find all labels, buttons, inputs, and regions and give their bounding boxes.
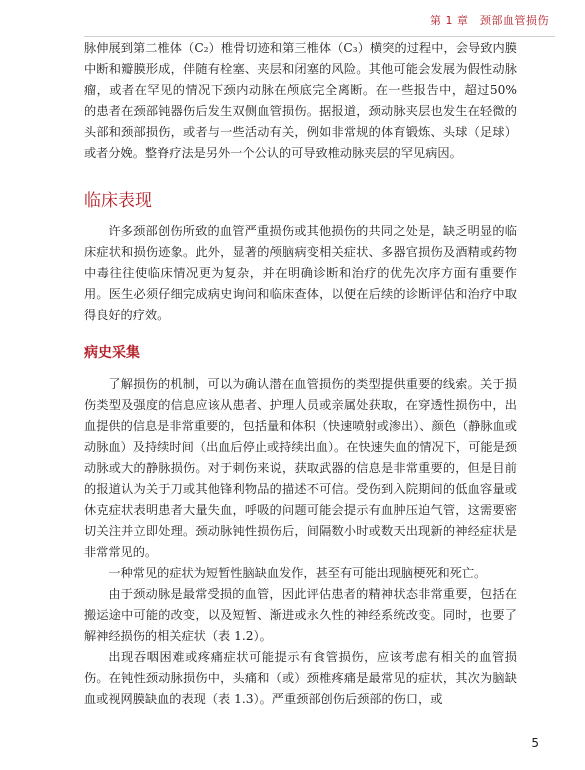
body-paragraph-1: 脉伸展到第二椎体（C₂）椎骨切迹和第三椎体（C₃）横突的过程中，会导致内膜中断和瓣膜形成，伴随有栓塞、夹层和闭塞的风险。其他可能会发展为假性动脉瘤，或者在罕见的情况下颈内动脉在颅底完全离断。在一些报告中，超过50% 的患者在颈部钝器伤后发生双侧血管损伤。据报道，颈动脉夹层也发生在轻微的头部和颈部损伤，或者与一些活动有关，例如非常规的体育锻炼、头球（足球）或者分娩。整脊疗法是另外一个公认的可导致椎动脉夹层的罕见病因。 <box>84 41 517 160</box>
page-body <box>84 38 517 710</box>
section-heading-clinical: 临床表现 <box>84 191 152 211</box>
body-paragraph-4: 一种常见的症状为短暂性脑缺血发作，甚至有可能出现脑梗死和死亡。 <box>108 566 487 580</box>
body-paragraph-3: 了解损伤的机制，可以为确认潜在血管损伤的类型提供重要的线索。关于损伤类型及强度的信息应该从患者、护理人员或亲属处获取，在穿透性损伤中，出血提供的信息是非常重要的，包括量和体积（快速喷射或渗出）、颜色（静脉血或动脉血）及持续时间（出血后停止或持续出血）。在快速失血的情况下，可能是颈动脉或大的静脉损伤。对于刺伤来说，获取武器的信息是非常重要的，但是目前的报道认为关于刀或其他锋利物品的描述不可信。受伤到入院期间的低血容量或休克症状表明患者大量失血，呼吸的问题可能会提示有血肿压迫气管，这需要密切关注并立即处理。颈动脉钝性损伤后，间隔数小时或数天出现新的神经症状是非常常见的。 <box>84 377 517 559</box>
body-paragraph-6: 出现吞咽困难或疼痛症状可能提示有食管损伤，应该考虑有相关的血管损伤。在钝性颈动脉损伤中，头痛和（或）颈椎疼痛是最常见的症状，其次为脑缺血或视网膜缺血的表现（表 1.3）。严重颈部创伤后颈部的伤口，或 <box>84 650 517 706</box>
body-paragraph-5: 由于颈动脉是最常受损的血管，因此评估患者的精神状态非常重要，包括在搬运途中可能的改变，以及短暂、渐进或永久性的神经系统改变。同时，也要了解神经损伤的相关症状（表 1.2）。 <box>84 587 517 643</box>
body-paragraph-2: 许多颈部创伤所致的血管严重损伤或其他损伤的共同之处是，缺乏明显的临床症状和损伤迹象。此外，显著的颅脑病变相关症状、多器官损伤及酒精或药物中毒往往使临床情况更为复杂，并在明确诊断和治疗的优先次序方面有重要作用。医生必须仔细完成病史询问和临床查体，以便在后续的诊断评估和治疗中取得良好的疗效。 <box>84 224 517 322</box>
subsection-heading-history: 病史采集 <box>84 345 140 361</box>
running-header: 第 1 章 颈部血管损伤 <box>430 14 549 27</box>
header-divider <box>84 36 555 37</box>
page-number: 5 <box>531 736 539 750</box>
